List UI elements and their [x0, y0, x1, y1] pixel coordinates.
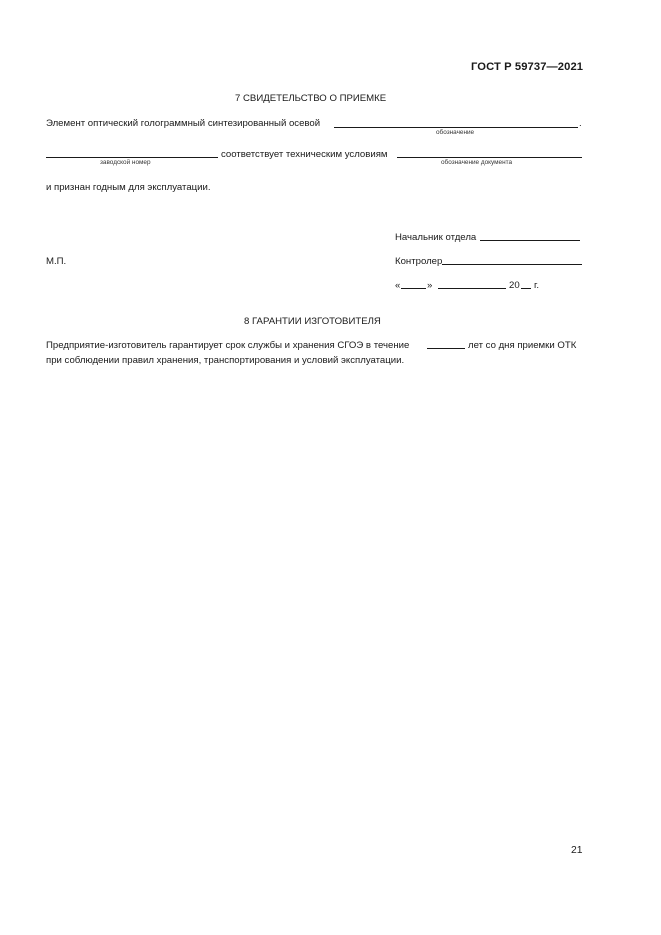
- acceptance-line-1-end: .: [579, 118, 582, 129]
- page-number: 21: [571, 845, 583, 856]
- caption-designation: обозначение: [436, 129, 475, 136]
- warranty-years-field-line: [427, 348, 465, 349]
- designation-field-line: [334, 127, 578, 128]
- serial-number-field-line: [46, 157, 218, 158]
- caption-document-designation: обозначение документа: [441, 159, 513, 166]
- controller-label: Контролер: [395, 256, 443, 267]
- acceptance-line-2-text: соответствует техническим условиям: [221, 149, 388, 160]
- date-year-line: [521, 288, 531, 289]
- acceptance-line-3-text: и признан годным для эксплуатации.: [46, 182, 211, 193]
- head-of-department-signature-line: [480, 240, 580, 241]
- date-close-quote: »: [427, 280, 433, 291]
- warranty-text-part-2: лет со дня приемки ОТК: [468, 340, 577, 351]
- warranty-text-part-1: Предприятие-изготовитель гарантирует срок службы и хранения СГОЭ в течение: [46, 340, 410, 351]
- section-7-title: 7 СВИДЕТЕЛЬСТВО О ПРИЕМКЕ: [235, 93, 387, 104]
- document-designation-field-line: [397, 157, 582, 158]
- acceptance-line-1-text: Элемент оптический голограммный синтезированный осевой: [46, 118, 321, 129]
- head-of-department-label: Начальник отдела: [395, 232, 477, 243]
- date-year-prefix: 20: [509, 280, 520, 291]
- caption-serial-number: заводской номер: [100, 159, 151, 166]
- stamp-label: М.П.: [46, 256, 67, 267]
- warranty-text-line-2: при соблюдении правил хранения, транспортирования и условий эксплуатации.: [46, 355, 405, 366]
- date-month-line: [438, 288, 506, 289]
- document-code: ГОСТ Р 59737—2021: [471, 61, 584, 73]
- date-open-quote: «: [395, 280, 401, 291]
- section-8-title: 8 ГАРАНТИИ ИЗГОТОВИТЕЛЯ: [244, 316, 381, 327]
- date-day-line: [401, 288, 426, 289]
- date-year-suffix: г.: [534, 280, 539, 291]
- controller-signature-line: [442, 264, 582, 265]
